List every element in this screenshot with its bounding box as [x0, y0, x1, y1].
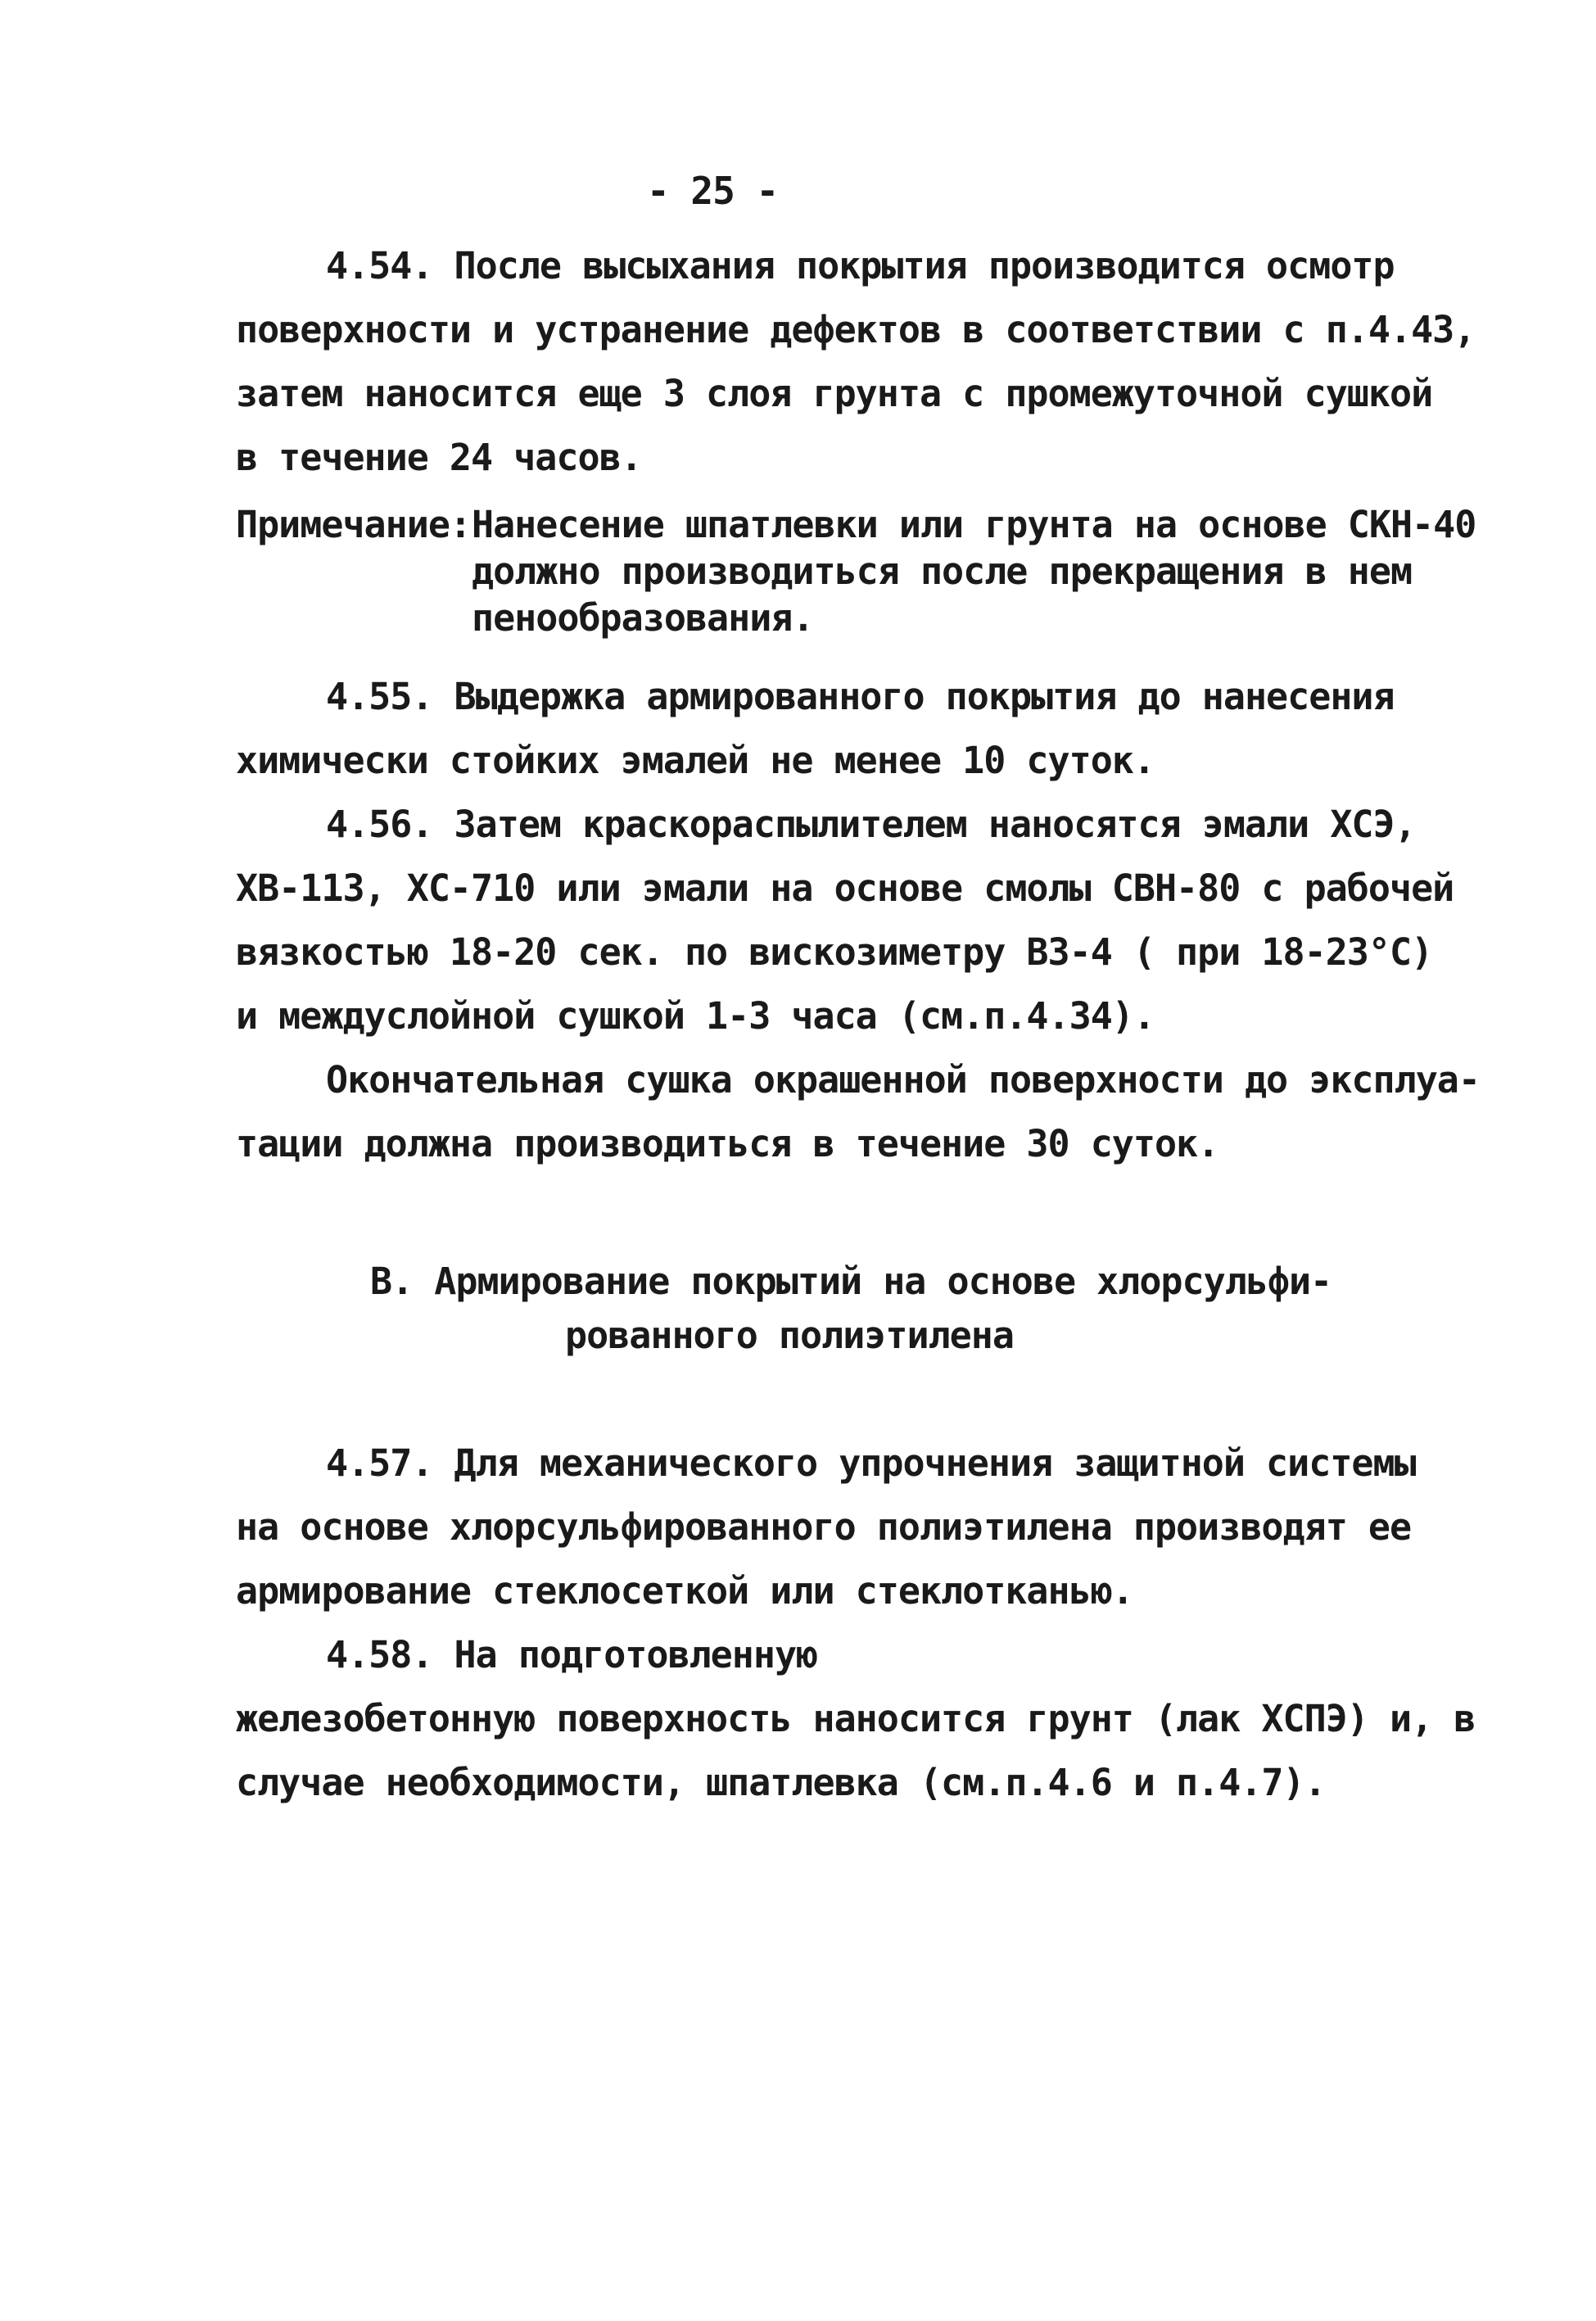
- section-4-54-line-3: затем наносится еще 3 слоя грунта с промежуточной сушкой: [236, 372, 1433, 415]
- section-4-55-line-1: 4.55. Выдержка армированного покрытия до нанесения: [326, 675, 1395, 718]
- section-4-57-line-2: на основе хлорсульфированного полиэтилена производят ее: [236, 1505, 1412, 1549]
- section-4-57-line-3: армирование стеклосеткой или стеклотканью.: [236, 1569, 1133, 1613]
- section-4-56-line-4: и междуслойной сушкой 1-3 часа (см.п.4.34).: [236, 994, 1155, 1038]
- section-4-54-line-2: поверхности и устранение дефектов в соответствии с п.4.43,: [236, 308, 1476, 351]
- section-heading-line-1: В. Армирование покрытий на основе хлорсульфи-: [370, 1260, 1332, 1303]
- section-4-54-line-1: 4.54. После высыхания покрытия производится осмотр: [326, 244, 1395, 287]
- note-line-3: пенообразования.: [472, 596, 814, 640]
- note-label: Примечание:: [236, 503, 472, 546]
- section-4-56-line-3: вязкостью 18-20 сек. по вискозиметру ВЗ-4 ( при 18-23°С): [236, 930, 1433, 974]
- note-line-1: Нанесение шпатлевки или грунта на основе СКН-40: [472, 503, 1476, 546]
- section-4-57-line-1: 4.57. Для механического упрочнения защитной системы: [326, 1441, 1416, 1485]
- final-drying-line-2: тации должна производиться в течение 30 суток.: [236, 1122, 1219, 1165]
- section-4-56-line-2: ХВ-113, ХС-710 или эмали на основе смолы СВН-80 с рабочей: [236, 866, 1454, 910]
- section-4-56-line-1: 4.56. Затем краскораспылителем наносятся эмали ХСЭ,: [326, 803, 1416, 846]
- section-heading-line-2: рованного полиэтилена: [565, 1314, 1014, 1357]
- section-4-58-line-3: случае необходимости, шпатлевка (см.п.4.6 и п.4.7).: [236, 1761, 1326, 1804]
- page-number: - 25 -: [647, 169, 779, 213]
- section-4-58-line-1: 4.58. На подготовленную: [326, 1633, 818, 1676]
- final-drying-line-1: Окончательная сушка окрашенной поверхности до эксплуа-: [326, 1058, 1480, 1102]
- section-4-58-line-2: железобетонную поверхность наносится грунт (лак ХСПЭ) и, в: [236, 1697, 1476, 1740]
- section-4-55-line-2: химически стойких эмалей не менее 10 суток.: [236, 739, 1155, 782]
- section-4-54-line-4: в течение 24 часов.: [236, 436, 642, 479]
- note-line-2: должно производиться после прекращения в нем: [472, 550, 1413, 593]
